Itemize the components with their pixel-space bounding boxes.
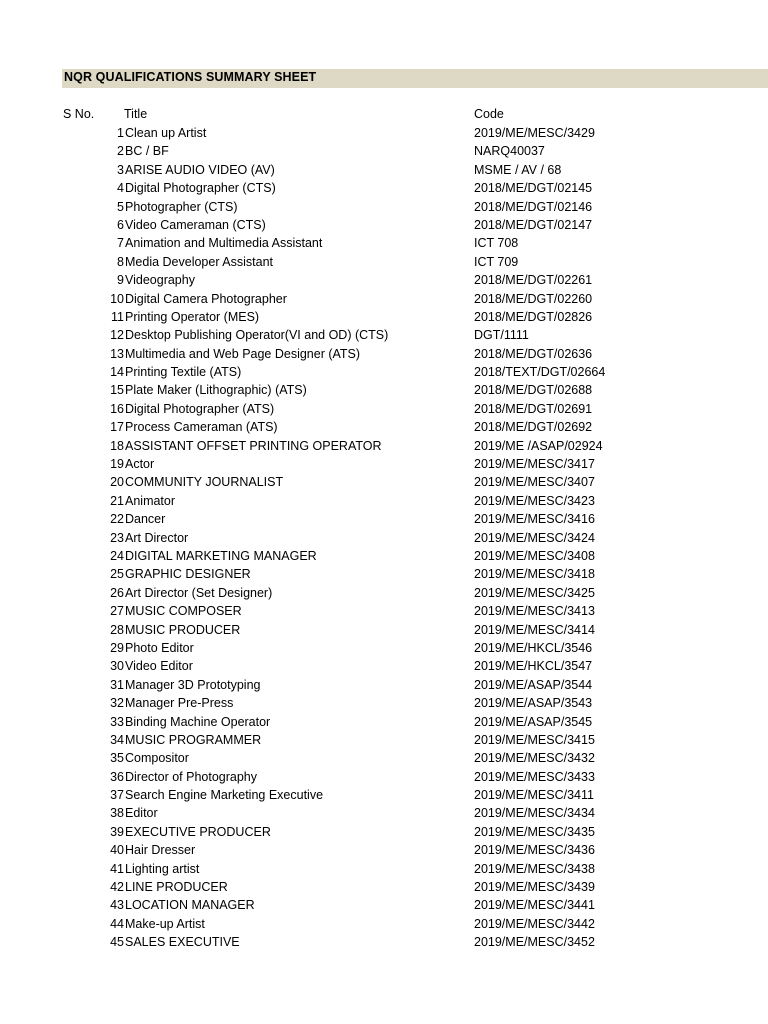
qualification-title: Printing Textile (ATS)	[125, 365, 242, 380]
qualification-title: BC / BF	[125, 144, 169, 159]
qualification-code: 2018/ME/DGT/02692	[474, 420, 593, 435]
qualification-title: Clean up Artist	[125, 126, 207, 140]
table-row	[0, 786, 768, 804]
qualification-code: 2018/ME/DGT/02147	[474, 217, 593, 232]
qualification-title: LINE PRODUCER	[125, 880, 228, 895]
qualification-code: 2019/ME/MESC/3425	[474, 585, 595, 600]
qualification-code: 2019/ME/MESC/3423	[474, 493, 595, 508]
qualification-code: 2018/ME/DGT/02146	[474, 199, 593, 214]
table-row	[0, 271, 768, 289]
qualification-code: 2019/ME/MESC/3433	[474, 769, 595, 784]
table-row	[0, 657, 768, 675]
table-row	[0, 473, 768, 491]
table-row	[0, 713, 768, 731]
qualification-title: Art Director (Set Designer)	[125, 585, 273, 600]
table-row	[0, 933, 768, 951]
qualification-code: ICT 708	[474, 236, 519, 251]
qualifications-table	[0, 124, 768, 952]
table-row	[0, 308, 768, 326]
qualification-title: Animation and Multimedia Assistant	[125, 236, 323, 251]
qualification-title: ASSISTANT OFFSET PRINTING OPERATOR	[125, 438, 382, 453]
table-row	[0, 253, 768, 271]
table-row	[0, 455, 768, 473]
qualification-code: 2019/ME/MESC/3452	[474, 935, 595, 950]
row-number: 38	[110, 806, 124, 821]
table-row	[0, 602, 768, 620]
row-number: 18	[110, 438, 124, 453]
table-row	[0, 363, 768, 381]
qualification-code: 2019/ME/MESC/3418	[474, 567, 595, 582]
table-row	[0, 198, 768, 216]
qualification-code: DGT/1111	[474, 328, 529, 343]
row-number: 23	[110, 530, 124, 545]
qualification-code: 2018/ME/DGT/02688	[474, 383, 593, 398]
qualification-title: Compositor	[125, 751, 189, 766]
row-number: 33	[110, 714, 124, 729]
table-row	[0, 676, 768, 694]
table-row	[0, 290, 768, 308]
qualification-code: 2019/ME/MESC/3411	[474, 788, 594, 803]
table-row	[0, 878, 768, 896]
qualification-title: Multimedia and Web Page Designer (ATS)	[125, 346, 361, 361]
row-number: 36	[110, 769, 124, 784]
table-row	[0, 400, 768, 418]
qualification-title: Desktop Publishing Operator(VI and OD) (CTS)	[125, 328, 389, 343]
row-number: 2	[117, 144, 124, 159]
table-row	[0, 768, 768, 786]
qualification-title: DIGITAL MARKETING MANAGER	[125, 548, 317, 563]
table-row	[0, 510, 768, 528]
row-number: 16	[110, 401, 124, 416]
row-number: 31	[110, 677, 124, 692]
row-number: 22	[110, 512, 124, 527]
row-number: 24	[110, 548, 124, 563]
row-number: 28	[110, 622, 124, 637]
qualification-title: Photographer (CTS)	[125, 199, 238, 214]
qualification-code: 2018/ME/DGT/02145	[474, 181, 593, 196]
sheet-title: NQR QUALIFICATIONS SUMMARY SHEET	[64, 70, 317, 84]
table-row	[0, 234, 768, 252]
row-number: 37	[110, 788, 124, 803]
row-number: 25	[110, 567, 124, 582]
table-row	[0, 731, 768, 749]
column-header-code: Code	[474, 107, 504, 121]
qualification-code: MSME / AV / 68	[474, 162, 562, 177]
qualification-title: SALES EXECUTIVE	[125, 935, 240, 950]
row-number: 17	[110, 420, 124, 435]
table-row	[0, 381, 768, 399]
qualification-title: Plate Maker (Lithographic) (ATS)	[125, 383, 307, 398]
qualification-title: Digital Camera Photographer	[125, 291, 287, 306]
table-row	[0, 749, 768, 767]
qualification-code: 2019/ME/MESC/3417	[474, 457, 595, 472]
table-row	[0, 529, 768, 547]
table-row	[0, 841, 768, 859]
qualification-title: Binding Machine Operator	[125, 714, 271, 729]
row-number: 34	[110, 732, 124, 747]
row-number: 15	[110, 383, 124, 398]
qualification-code: 2019/ME/MESC/3441	[474, 898, 595, 913]
qualification-code: 2018/ME/DGT/02261	[474, 273, 593, 288]
row-number: 7	[117, 236, 124, 251]
table-row	[0, 216, 768, 234]
row-number: 39	[110, 824, 124, 839]
qualification-code: 2019/ME/ASAP/3545	[474, 714, 593, 729]
table-row	[0, 345, 768, 363]
row-number: 45	[110, 935, 124, 950]
row-number: 10	[110, 291, 124, 306]
table-row	[0, 639, 768, 657]
qualification-code: NARQ40037	[474, 144, 545, 159]
qualification-code: 2019/ME/MESC/3435	[474, 824, 595, 839]
table-row	[0, 492, 768, 510]
qualification-title: Art Director	[125, 530, 189, 545]
row-number: 4	[117, 181, 124, 196]
qualification-title: Editor	[125, 806, 158, 821]
row-number: 12	[110, 328, 124, 343]
qualification-code: ICT 709	[474, 254, 519, 269]
qualification-title: Video Editor	[125, 659, 193, 674]
table-row	[0, 860, 768, 878]
table-row	[0, 915, 768, 933]
table-row	[0, 326, 768, 344]
row-number: 27	[110, 604, 124, 619]
qualification-title: Lighting artist	[125, 861, 200, 876]
qualification-code: 2018/ME/DGT/02260	[474, 291, 593, 306]
qualification-code: 2019/ME /ASAP/02924	[474, 438, 603, 453]
table-row	[0, 418, 768, 436]
qualification-code: 2019/ME/MESC/3413	[474, 604, 595, 619]
table-row	[0, 823, 768, 841]
row-number: 8	[117, 254, 124, 269]
row-number: 5	[117, 199, 124, 214]
qualification-title: Hair Dresser	[125, 843, 196, 858]
qualification-title: Director of Photography	[125, 769, 258, 784]
table-row	[0, 179, 768, 197]
table-row	[0, 437, 768, 455]
qualification-title: Manager Pre-Press	[125, 696, 234, 711]
qualification-title: Search Engine Marketing Executive	[125, 788, 324, 803]
qualification-title: Actor	[125, 457, 155, 472]
row-number: 6	[117, 217, 124, 232]
table-row	[0, 565, 768, 583]
qualification-code: 2019/ME/ASAP/3544	[474, 677, 593, 692]
qualification-code: 2019/ME/MESC/3424	[474, 530, 595, 545]
qualification-code: 2019/ME/ASAP/3543	[474, 696, 593, 711]
row-number: 21	[110, 493, 124, 508]
qualification-title: MUSIC COMPOSER	[125, 604, 242, 619]
qualification-title: Process Cameraman (ATS)	[125, 420, 278, 435]
row-number: 14	[110, 365, 124, 380]
qualification-code: 2019/ME/MESC/3414	[474, 622, 595, 637]
row-number: 29	[110, 640, 124, 655]
row-number: 3	[117, 162, 124, 177]
table-row	[0, 896, 768, 914]
column-header-title: Title	[124, 107, 148, 121]
qualification-code: 2019/ME/MESC/3407	[474, 475, 595, 490]
qualification-title: Videography	[125, 273, 195, 288]
qualification-title: EXECUTIVE PRODUCER	[125, 824, 271, 839]
row-number: 13	[110, 346, 124, 361]
qualification-code: 2018/ME/DGT/02636	[474, 346, 593, 361]
qualification-title: Printing Operator (MES)	[125, 309, 260, 324]
qualification-title: Manager 3D Prototyping	[125, 677, 261, 692]
column-header-sno: S No.	[63, 107, 95, 121]
qualification-code: 2019/ME/HKCL/3547	[474, 659, 593, 674]
qualification-title: Digital Photographer (CTS)	[125, 181, 276, 196]
qualification-title: Media Developer Assistant	[125, 254, 273, 269]
table-row	[0, 142, 768, 160]
qualification-title: ARISE AUDIO VIDEO (AV)	[125, 162, 275, 177]
qualification-title: Animator	[125, 493, 176, 508]
sheet-title-banner	[62, 69, 768, 88]
qualification-code: 2018/TEXT/DGT/02664	[474, 365, 606, 380]
qualification-title: LOCATION MANAGER	[125, 898, 255, 913]
qualification-title: Dancer	[125, 512, 166, 527]
row-number: 35	[110, 751, 124, 766]
row-number: 44	[110, 916, 124, 931]
table-row	[0, 161, 768, 179]
row-number: 40	[110, 843, 124, 858]
qualification-code: 2019/ME/MESC/3439	[474, 880, 595, 895]
table-row	[0, 584, 768, 602]
qualification-code: 2019/ME/MESC/3429	[474, 126, 595, 140]
table-row	[0, 547, 768, 565]
qualification-title: Make-up Artist	[125, 916, 205, 931]
qualification-code: 2019/ME/MESC/3442	[474, 916, 595, 931]
row-number: 30	[110, 659, 124, 674]
qualification-code: 2019/ME/HKCL/3546	[474, 640, 593, 655]
row-number: 43	[110, 898, 124, 913]
qualification-title: MUSIC PROGRAMMER	[125, 732, 262, 747]
qualification-code: 2019/ME/MESC/3438	[474, 861, 595, 876]
qualification-code: 2019/ME/MESC/3432	[474, 751, 595, 766]
row-number: 20	[110, 475, 124, 490]
row-number: 41	[110, 861, 124, 876]
row-number: 32	[110, 696, 124, 711]
qualification-code: 2018/ME/DGT/02826	[474, 309, 593, 324]
table-row	[0, 124, 768, 142]
row-number: 11	[111, 309, 124, 324]
qualification-title: Photo Editor	[125, 640, 194, 655]
qualification-code: 2018/ME/DGT/02691	[474, 401, 593, 416]
qualification-title: COMMUNITY JOURNALIST	[125, 475, 284, 490]
qualification-code: 2019/ME/MESC/3434	[474, 806, 595, 821]
qualification-title: GRAPHIC DESIGNER	[125, 567, 251, 582]
qualification-title: MUSIC PRODUCER	[125, 622, 241, 637]
table-row	[0, 621, 768, 639]
row-number: 42	[110, 880, 124, 895]
qualification-code: 2019/ME/MESC/3415	[474, 732, 595, 747]
table-row	[0, 804, 768, 822]
row-number: 26	[110, 585, 124, 600]
row-number: 19	[110, 457, 124, 472]
row-number: 1	[117, 126, 124, 140]
qualification-title: Video Cameraman (CTS)	[125, 217, 266, 232]
row-number: 9	[117, 273, 124, 288]
qualification-code: 2019/ME/MESC/3436	[474, 843, 595, 858]
table-row	[0, 694, 768, 712]
qualification-title: Digital Photographer (ATS)	[125, 401, 275, 416]
qualification-code: 2019/ME/MESC/3416	[474, 512, 595, 527]
qualification-code: 2019/ME/MESC/3408	[474, 548, 595, 563]
